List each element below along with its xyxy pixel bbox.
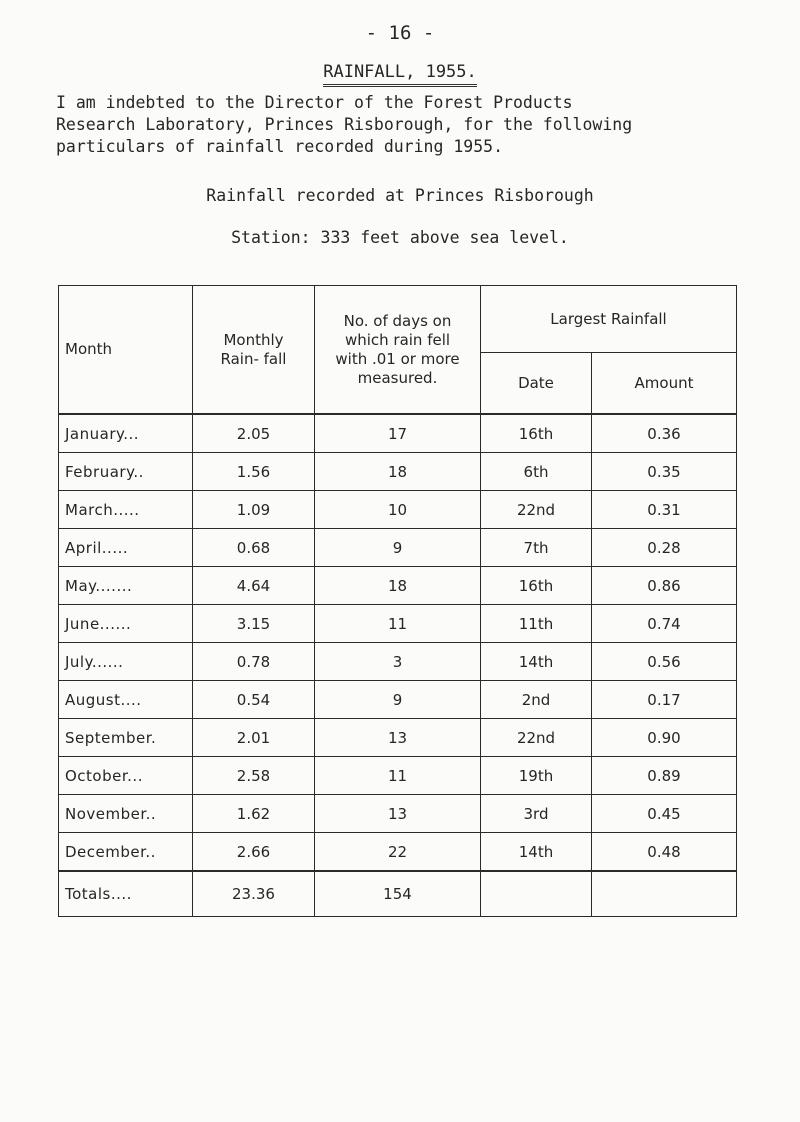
table-header [59, 286, 737, 415]
header-date: Date [481, 353, 592, 415]
cell-rainfall: 1.56 [193, 453, 315, 491]
cell-amount: 0.89 [592, 757, 737, 795]
cell-days: 18 [315, 453, 481, 491]
table-footer [59, 871, 737, 917]
cell-rainfall: 2.66 [193, 833, 315, 872]
header-amount: Amount [592, 353, 737, 415]
cell-rainfall: 1.62 [193, 795, 315, 833]
intro-paragraph: I am indebted to the Director of the Forest Products Research Laboratory, Princes Risborough, for the following particulars of rainfall recorded during 1955. [56, 93, 633, 156]
cell-month: April..... [59, 529, 193, 567]
cell-month: February.. [59, 453, 193, 491]
cell-days: 10 [315, 491, 481, 529]
cell-days: 9 [315, 681, 481, 719]
cell-amount: 0.56 [592, 643, 737, 681]
cell-date: 14th [481, 643, 592, 681]
cell-month: May....... [59, 567, 193, 605]
table-row [59, 757, 737, 795]
totals-amount [592, 871, 737, 917]
cell-rainfall: 1.09 [193, 491, 315, 529]
totals-label: Totals.... [59, 871, 193, 917]
cell-month: November.. [59, 795, 193, 833]
cell-rainfall: 0.54 [193, 681, 315, 719]
cell-month: August.... [59, 681, 193, 719]
cell-amount: 0.17 [592, 681, 737, 719]
totals-row [59, 871, 737, 917]
cell-days: 13 [315, 719, 481, 757]
page-heading [0, 62, 800, 82]
cell-days: 3 [315, 643, 481, 681]
cell-amount: 0.36 [592, 414, 737, 453]
header-monthly-rainfall: Monthly Rain- fall [193, 286, 315, 415]
cell-date: 7th [481, 529, 592, 567]
page-number: - 16 - [365, 22, 435, 44]
table-row [59, 453, 737, 491]
table-row [59, 567, 737, 605]
cell-amount: 0.35 [592, 453, 737, 491]
cell-rainfall: 4.64 [193, 567, 315, 605]
cell-days: 9 [315, 529, 481, 567]
table-body [59, 414, 737, 871]
cell-rainfall: 3.15 [193, 605, 315, 643]
cell-amount: 0.90 [592, 719, 737, 757]
table-row [59, 795, 737, 833]
table-row [59, 605, 737, 643]
cell-date: 16th [481, 414, 592, 453]
cell-days: 22 [315, 833, 481, 872]
cell-month: September. [59, 719, 193, 757]
header-row-top [59, 286, 737, 353]
cell-date: 11th [481, 605, 592, 643]
cell-date: 6th [481, 453, 592, 491]
cell-rainfall: 2.01 [193, 719, 315, 757]
table-row [59, 681, 737, 719]
cell-amount: 0.48 [592, 833, 737, 872]
cell-date: 22nd [481, 491, 592, 529]
cell-rainfall: 0.68 [193, 529, 315, 567]
totals-days: 154 [315, 871, 481, 917]
header-largest-rainfall: Largest Rainfall [481, 286, 737, 353]
cell-amount: 0.45 [592, 795, 737, 833]
totals-date [481, 871, 592, 917]
cell-month: July...... [59, 643, 193, 681]
cell-month: October... [59, 757, 193, 795]
cell-rainfall: 2.05 [193, 414, 315, 453]
cell-days: 13 [315, 795, 481, 833]
rainfall-subtitle: Rainfall recorded at Princes Risborough [206, 186, 594, 205]
cell-month: March..... [59, 491, 193, 529]
cell-days: 17 [315, 414, 481, 453]
header-month: Month [59, 286, 193, 415]
station-subtitle: Station: 333 feet above sea level. [231, 228, 569, 247]
cell-amount: 0.28 [592, 529, 737, 567]
header-rain-days: No. of days on which rain fell with .01 or more measured. [315, 286, 481, 415]
table-row [59, 833, 737, 872]
cell-days: 11 [315, 605, 481, 643]
cell-date: 3rd [481, 795, 592, 833]
cell-days: 11 [315, 757, 481, 795]
cell-month: June...... [59, 605, 193, 643]
table-row [59, 414, 737, 453]
table-row [59, 643, 737, 681]
rainfall-table [58, 285, 737, 917]
table-row [59, 491, 737, 529]
cell-amount: 0.74 [592, 605, 737, 643]
totals-rainfall: 23.36 [193, 871, 315, 917]
cell-date: 16th [481, 567, 592, 605]
cell-rainfall: 2.58 [193, 757, 315, 795]
cell-amount: 0.31 [592, 491, 737, 529]
cell-date: 22nd [481, 719, 592, 757]
table-row [59, 529, 737, 567]
table-row [59, 719, 737, 757]
cell-date: 2nd [481, 681, 592, 719]
cell-month: December.. [59, 833, 193, 872]
cell-date: 14th [481, 833, 592, 872]
cell-date: 19th [481, 757, 592, 795]
cell-month: January... [59, 414, 193, 453]
cell-days: 18 [315, 567, 481, 605]
cell-amount: 0.86 [592, 567, 737, 605]
cell-rainfall: 0.78 [193, 643, 315, 681]
heading-text: RAINFALL, 1955. [323, 62, 477, 87]
